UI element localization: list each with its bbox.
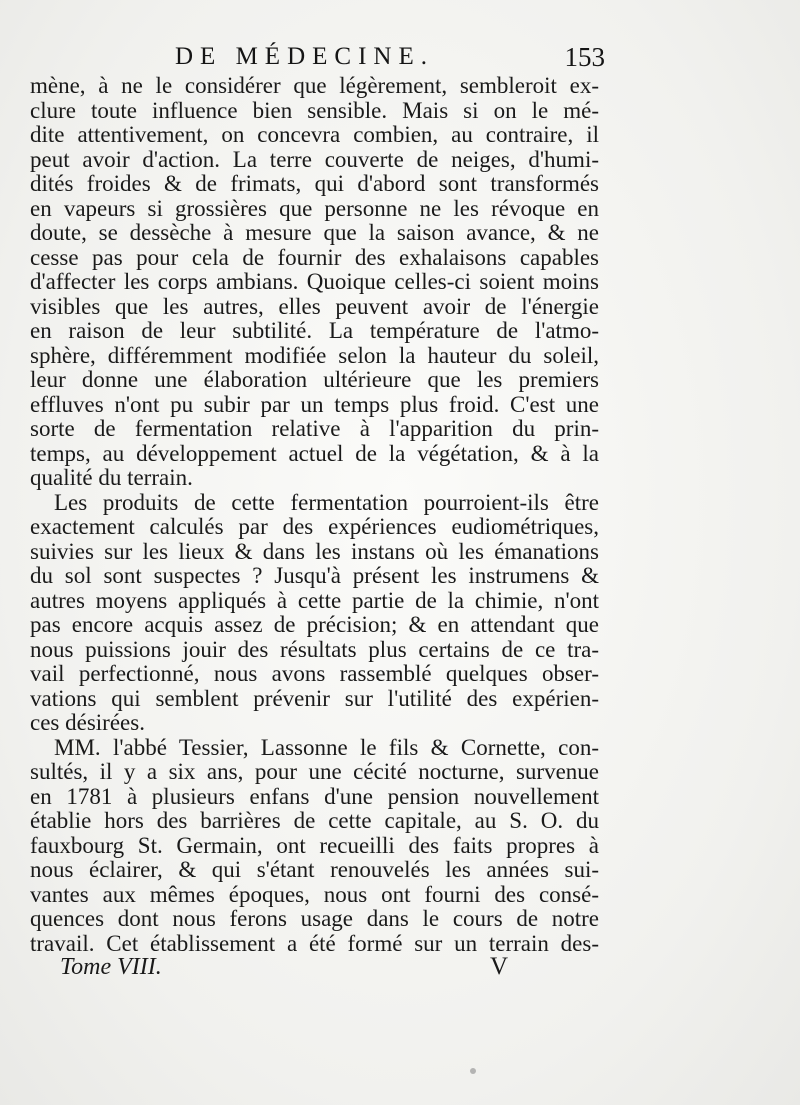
- text-line: sorte de fermentation relative à l'apparition du prin-: [30, 417, 599, 441]
- body-text: [30, 74, 599, 956]
- text-line: fauxbourg St. Germain, ont recueilli des faits propres à: [30, 833, 599, 858]
- text-line: en raison de leur subtilité. La température de l'atmo-: [30, 319, 599, 343]
- text-line: vations qui semblent prévenir sur l'utilité des expérien-: [30, 686, 599, 711]
- text-line: sultés, il y a six ans, pour une cécité nocturne, survenue: [30, 760, 599, 784]
- volume-label: Tome VIII.: [60, 954, 162, 980]
- running-title: DE MÉDECINE.: [175, 43, 434, 70]
- text-line: temps, au développement actuel de la végétation, & à la: [30, 441, 599, 466]
- text-line: mène, à ne le considérer que légèrement, sembleroit ex-: [30, 74, 599, 98]
- text-line: dités froides & de frimats, qui d'abord sont transformés: [30, 172, 599, 196]
- text-line: quences dont nous ferons usage dans le cours de notre: [30, 907, 599, 931]
- text-line: exactement calculés par des expériences eudiométriques,: [30, 515, 599, 539]
- text-line: nous puissions jouir des résultats plus certains de ce tra-: [30, 637, 599, 662]
- text-line: autres moyens appliqués à cette partie de la chimie, n'ont: [30, 588, 599, 613]
- text-line: qualité du terrain.: [30, 466, 193, 490]
- text-line: en vapeurs si grossières que personne ne les révoque en: [30, 196, 599, 221]
- text-line: dite attentivement, on concevra combien, au contraire, il: [30, 123, 599, 147]
- page-header: [30, 40, 605, 74]
- paragraph-3: [30, 736, 599, 957]
- text-line: ces désirées.: [30, 711, 145, 735]
- text-line: du sol sont suspectes ? Jusqu'à présent les instrumens &: [30, 564, 599, 588]
- signature-mark: V: [490, 953, 509, 980]
- text-line: suivies sur les lieux & dans les instans où les émanations: [30, 539, 599, 564]
- text-line: MM. l'abbé Tessier, Lassonne le fils & Cornette, con-: [54, 735, 599, 760]
- text-line: cesse pas pour cela de fournir des exhalaisons capables: [30, 245, 599, 270]
- page-number: 153: [564, 42, 605, 72]
- page-footer: [30, 952, 605, 982]
- text-line: clure toute influence bien sensible. Mais si on le mé-: [30, 98, 599, 123]
- text-line: en 1781 à plusieurs enfans d'une pension nouvellement: [30, 784, 599, 809]
- text-line: visibles que les autres, elles peuvent avoir de l'énergie: [30, 294, 599, 319]
- text-line: vantes aux mêmes époques, nous ont fourni des consé-: [30, 882, 599, 907]
- paper-speck: [470, 1068, 476, 1074]
- text-line: doute, se dessèche à mesure que la saison avance, & ne: [30, 221, 599, 245]
- text-line: peut avoir d'action. La terre couverte de neiges, d'humi-: [30, 147, 599, 172]
- text-line: travail. Cet établissement a été formé sur un terrain des-: [30, 931, 599, 956]
- paragraph-1: [30, 74, 599, 491]
- text-line: vail perfectionné, nous avons rassemblé quelques obser-: [30, 662, 599, 686]
- text-line: Les produits de cette fermentation pourroient-ils être: [54, 490, 599, 515]
- text-line: sphère, différemment modifiée selon la hauteur du soleil,: [30, 343, 599, 368]
- text-line: nous éclairer, & qui s'étant renouvelés les années sui-: [30, 858, 599, 882]
- text-line: établie hors des barrières de cette capitale, au S. O. du: [30, 809, 599, 833]
- text-line: d'affecter les corps ambians. Quoique celles-ci soient moins: [30, 270, 599, 294]
- text-line: leur donne une élaboration ultérieure que les premiers: [30, 368, 599, 392]
- text-line: effluves n'ont pu subir par un temps plus froid. C'est une: [30, 392, 599, 417]
- paragraph-2: [30, 491, 599, 736]
- text-line: pas encore acquis assez de précision; & en attendant que: [30, 613, 599, 637]
